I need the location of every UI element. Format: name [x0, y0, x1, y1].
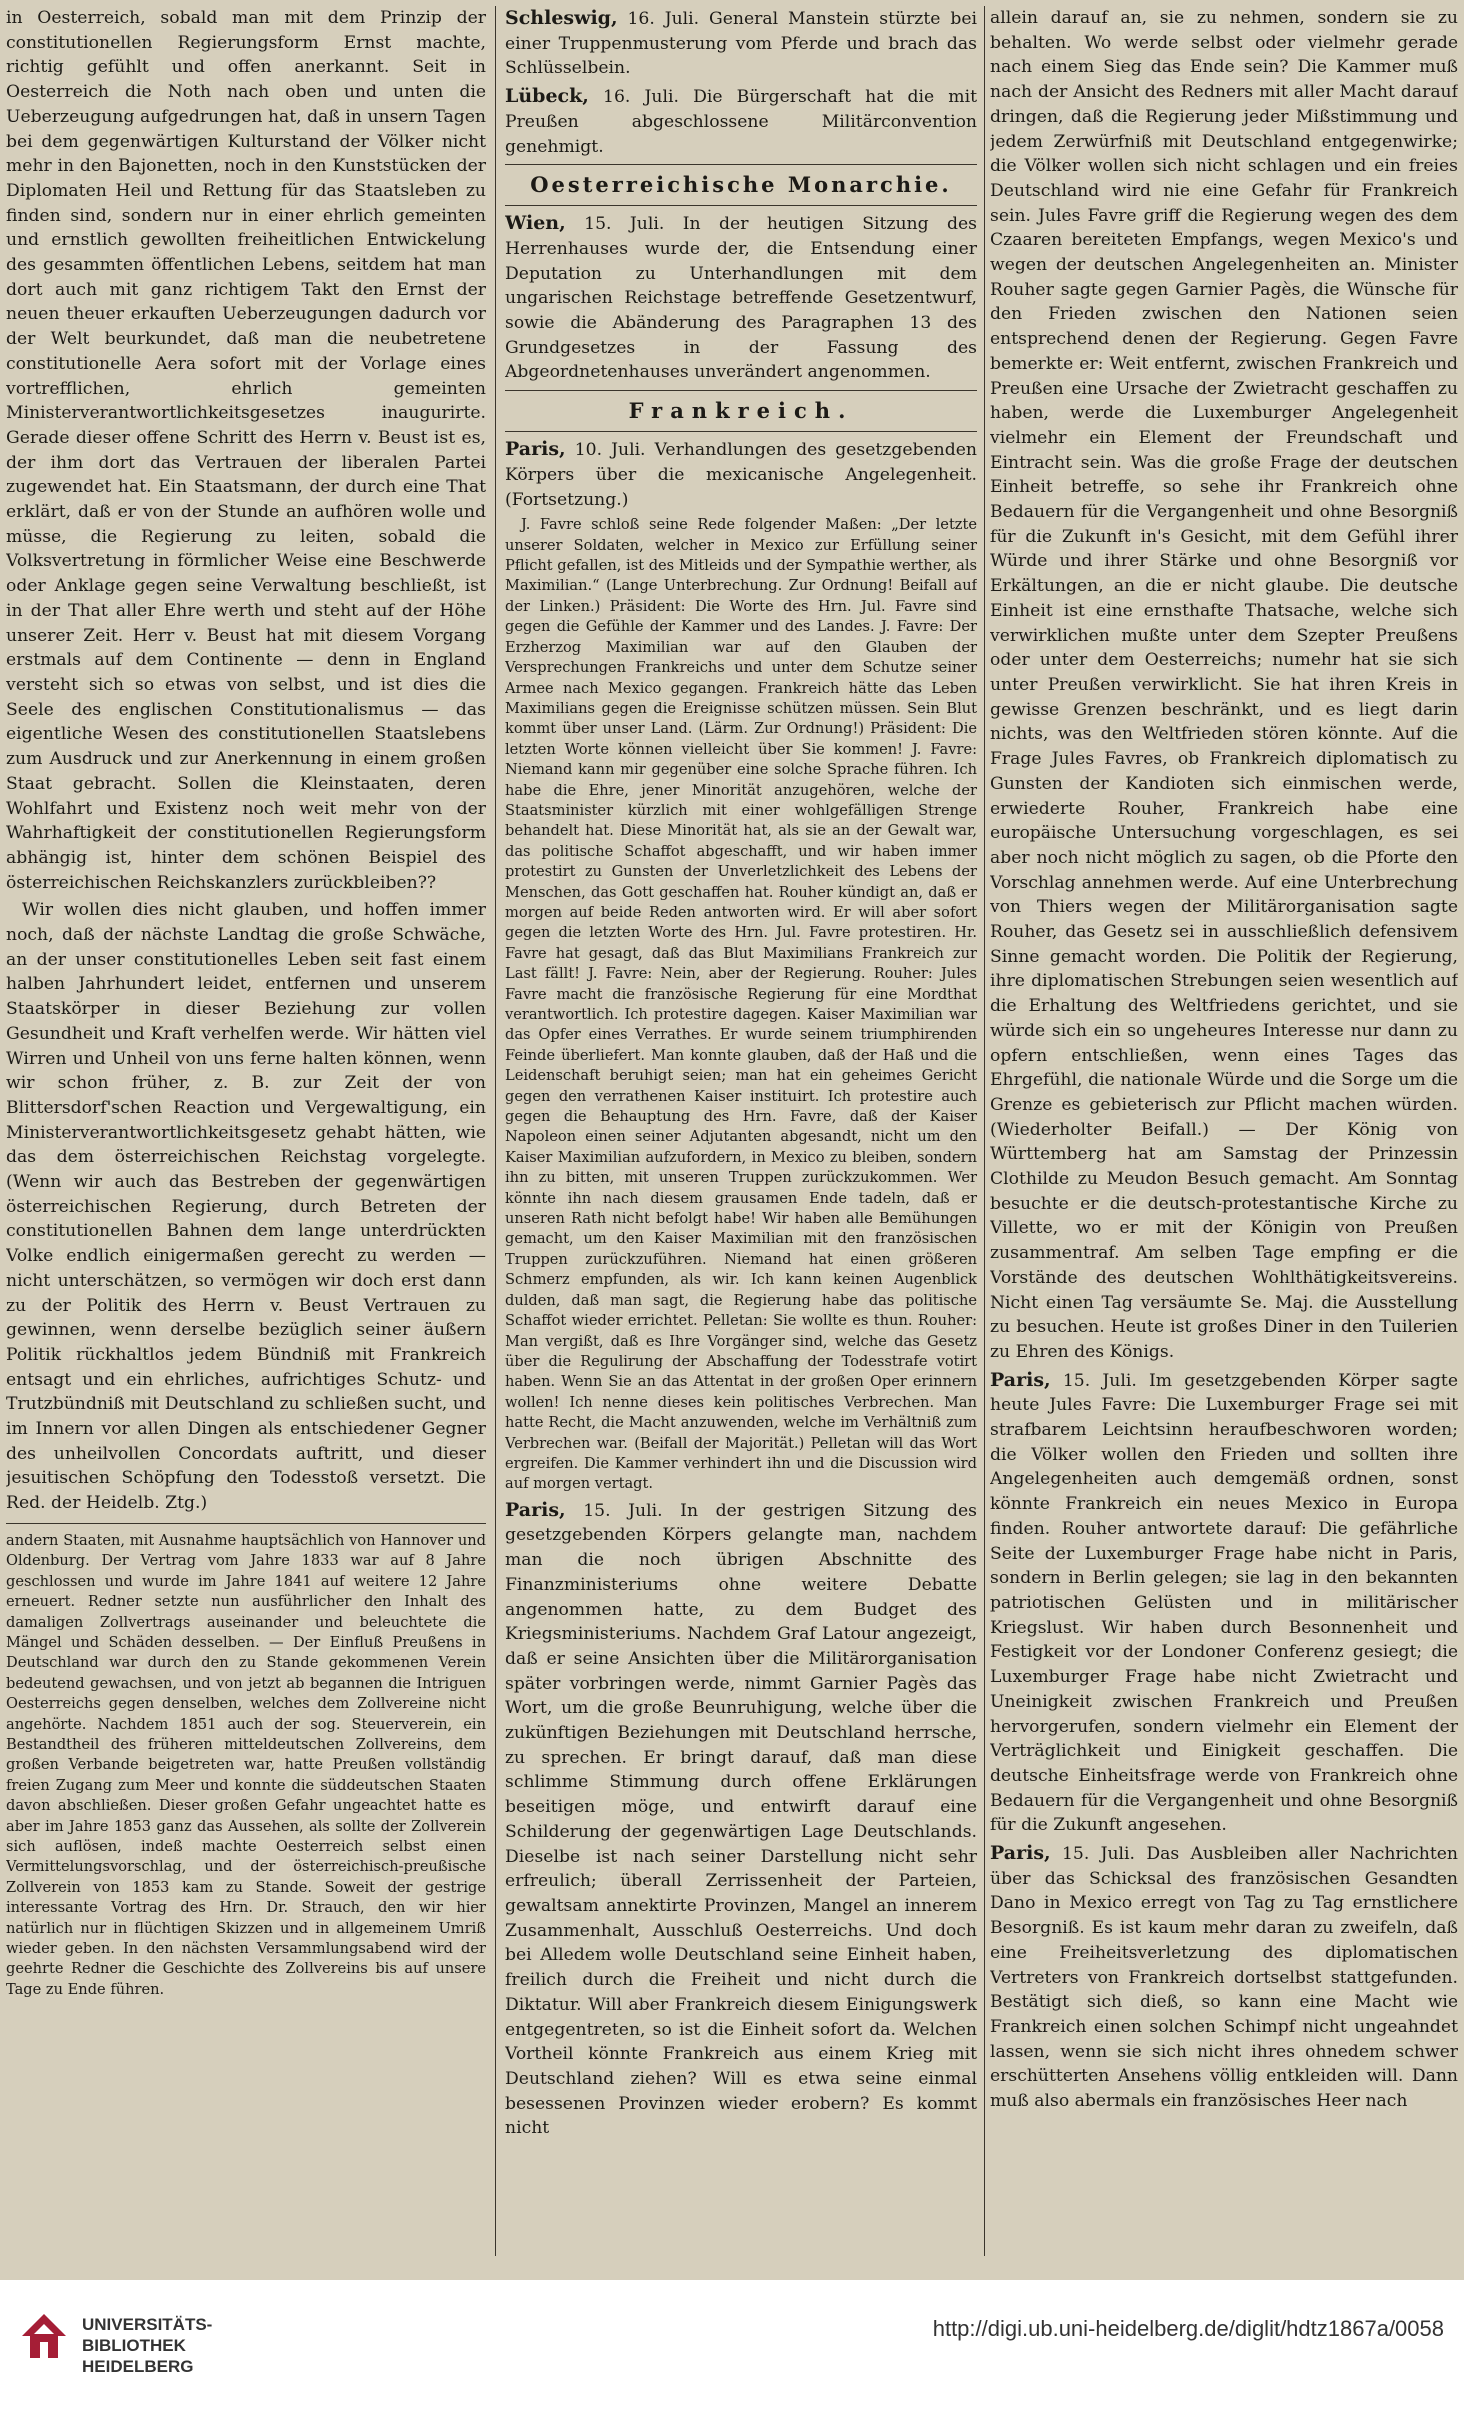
news-text: 15. Juli. Im gesetzgebenden Körper sagte heute Jules Favre: Die Luxemburger Frage sei mit strafbarem Leichtsinn heraufbeschworen worden; die Völker wollen den Frieden und sollten ihre Angelegenheiten auch demgemäß ordnen, sonst könnte Frankreich ein neues Mexico in Europa finden. Rouher antwortete darauf: Die gefährliche Seite der Luxemburger Frage habe nicht in Paris, sondern in Berlin gelegen; sie lag in den bekannten patriotischen Gelüsten und in militärischer Kriegslust. Wir haben durch Besonnenheit und Festigkeit vor der Londoner Conferenz gesiegt; die Luxemburger Frage habe nicht Zwietracht und Uneinigkeit zwischen Frankreich und Preußen hervorgerufen, sondern vielmehr ein Element der Verträglichkeit und Einigkeit geschaffen. Die deutsche Einheitsfrage werde von Frankreich ohne Bedauern für die Vergangenheit und ohne Besorgniß für die Zukunft angesehen. [990, 1370, 1458, 1836]
column-right [990, 6, 1458, 2262]
dateline-place: Lübeck, [505, 85, 589, 108]
column-left [6, 6, 486, 2262]
library-name [82, 2314, 212, 2377]
article-text: in Oesterreich, sobald man mit dem Prinzip der constitutionellen Regierungsform Ernst machte, richtig gefühlt und offen anerkannt. Seit in Oesterreich die Noth nach oben und unten die Ueberzeugung aufgedrungen hat, daß in unsern Tagen bei dem gegenwärtigen Kulturstand der Völker nicht mehr in den Bajonetten, noch in den Kunststücken der Diplomaten Heil und Rettung für das Staatsleben zu finden sind, sondern nur in einer ehrlich gemeinten und ernstlich gewollten freiheitlichen Entwickelung des gesammten öffentlichen Lebens, seitdem hat man dort auch mit ganz richtigem Takt den Ernst der neuen theuer erkauften Ueberzeugungen dadurch vor der Welt beurkundet, daß man die neubetretene constitutionelle Aera sofort mit der Vorlage eines vortrefflichen, ehrlich gemeinten Ministerverantwortlichkeitsgesetzes inaugurirte. Gerade dieser offene Schritt des Herrn v. Beust ist es, der ihm dort das Vertrauen der liberalen Partei zugewendet hat. Ein Staatsmann, der durch eine That erklärt, daß er von der Stunde an aufhören wolle und müsse, die Regierung zu leiten, sobald die Volksvertretung in förmlicher Weise eine Beschwerde oder Anklage gegen seine Verwaltung beschließt, ist in der That aller Ehre werth und steht auf der Höhe unserer Zeit. Herr v. Beust hat mit diesem Vorgang erstmals auf dem Continente — denn in England versteht sich so etwas von selbst, und ist dies die Seele des englischen Constitutionalismus — das eigentliche Wesen des constitutionellen Staatslebens zum Ausdruck und zur Anerkennung in einem großen Staat gebracht. Sollen die Kleinstaaten, deren Wohlfahrt und Existenz noch weit mehr von der Wahrhaftigkeit der constitutionellen Regierungsform abhängig ist, hinter dem schönen Beispiel des österreichischen Reichskanzlers zurückbleiben?? [6, 8, 486, 893]
news-item [990, 1368, 1458, 1838]
library-name-line: HEIDELBERG [82, 2357, 194, 2376]
news-text: 10. Juli. Verhandlungen des gesetzgebenden Körpers über die mexicanische Angelegenheit. (Fortsetzung.) [505, 440, 977, 510]
footer-bar [0, 2280, 1464, 2415]
divider [6, 1523, 486, 1524]
article-text: andern Staaten, mit Ausnahme hauptsächlich von Hannover und Oldenburg. Der Vertrag vom Jahre 1833 war auf 8 Jahre geschlossen und wurde im Jahre 1841 auf weitere 12 Jahre erneuert. Redner setzte nun ausführlicher den Inhalt des damaligen Zollvertrags auseinander und beleuchtete die Mängel und Schäden desselben. — Der Einfluß Preußens in Deutschland war durch den zu Stande gekommenen Verein bedeutend gewachsen, und von jetzt ab begannen die Intriguen Oesterreichs gegen denselben, welches dem Zollvereine nicht angehörte. Nachdem 1851 auch der sog. Steuerverein, ein Bestandtheil des früheren mitteldeutschen Zollvereins, dem großen Verbande beigetreten war, hatte Preußen vollständig freien Zugang zum Meer und konnte die süddeutschen Staaten davon abschließen. Dieser großen Gefahr ungeachtet hatte es aber im Jahre 1853 ganz das Aussehen, als sollte der Zollverein sich auflösen, indeß machte Oesterreich selbst einen Vermittelungsvorschlag, und der österreichisch-preußische Zollverein von 1853 kam zu Stande. Soweit der gestrige interessante Vortrag des Hrn. Dr. Strauch, den wir hier natürlich nur in flüchtigen Skizzen und in allgemeinem Umriß wieder geben. In den nächsten Versammlungsabend wird der geehrte Redner die Geschichte des Zollvereins bis auf unsere Tage zu Ende führen. [6, 1531, 486, 1998]
column-middle [505, 6, 977, 2262]
divider [505, 390, 977, 391]
dateline-place: Paris, [990, 1842, 1051, 1865]
news-text: 15. Juli. Das Ausbleiben aller Nachrichten über das Schicksal des französischen Gesandten Dano in Mexico erregt von Tag zu Tag ernstlichere Besorgniß. Es ist kaum mehr daran zu zweifeln, daß eine Freiheitsverletzung des diplomatischen Vertreters von Frankreich dortselbst stattgefunden. Bestätigt sich dieß, so kann eine Macht wie Frankreich einen solchen Schimpf nicht ungeahndet lassen, wenn sie sich nicht ihres ohnedem schwer erschütterten Ansehens völlig entkleiden will. Dann muß also abermals ein französisches Heer nach [990, 1844, 1458, 2112]
divider [505, 431, 977, 432]
library-name-line: UNIVERSITÄTS- [82, 2315, 213, 2334]
news-text: 15. Juli. In der heutigen Sitzung des Herrenhauses wurde der, die Entsendung einer Deputation zu Unterhandlungen mit dem ungarischen Reichstage betreffende Gesetzentwurf, sowie die Abänderung des Paragraphen 13 des Grundgesetzes in der Fassung des Abgeordnetenhauses unverändert angenommen. [505, 214, 977, 383]
dateline-place: Paris, [505, 1498, 566, 1521]
section-heading-france: Frankreich. [628, 398, 854, 424]
news-item [990, 1841, 1458, 2114]
library-name-line: BIBLIOTHEK [82, 2336, 186, 2355]
section-heading-austria: Oesterreichische Monarchie. [530, 172, 952, 198]
dateline-place: Paris, [505, 438, 566, 461]
column-rule [984, 6, 985, 2256]
article-text: allein darauf an, sie zu nehmen, sondern sie zu behalten. Wo werde selbst oder vielmehr gerade nach einem Sieg das Ende sein? Die Kammer muß nach der Ansicht des Redners mit aller Macht darauf dringen, daß die Regierung jeder Mißstimmung und jedem Zerwürfniß mit Deutschland entgegenwirke; die Völker wollen sich nicht schlagen und ein freies Deutschland wird nie eine Gefahr für Frankreich sein. Jules Favre griff die Regierung wegen des dem Czaaren bereiteten Empfangs, wegen Mexico's und wegen der deutschen Angelegenheiten an. Minister Rouher sagte gegen Garnier Pagès, die Wünsche für den Frieden zwischen den Nationen seien entsprechend denen der Regierung. Gegen Favre bemerkte er: Weit entfernt, zwischen Frankreich und Preußen eine Ursache der Zwietracht geschaffen zu haben, werde die Luxemburger Angelegenheit vielmehr ein Element der Freundschaft und Eintracht sein. Was die große Frage der deutschen Einheit betreffe, so sehe ihr Frankreich ohne Bedauern für die Vergangenheit und ohne Besorgniß für die Zukunft in's Gesicht, mit dem Gefühl ihrer Würde und ihrer Stärke und ohne Besorgniß vor Erkältungen, an die er nicht glaube. Die deutsche Einheit ist eine ernsthafte Thatsache, welche sich verwirklichen mußte unter dem Szepter Preußens oder unter dem Oesterreichs; numehr hat sie sich unter Preußen verwirklicht. Sie hat ihren Kreis in gewisse Grenzen beschränkt, und es liegt darin nichts, was den Weltfrieden stören könnte. Auf die Frage Jules Favres, ob Frankreich diplomatisch zu Gunsten der Kandioten sich einmischen werde, erwiederte Rouher, Frankreich habe eine europäische Untersuchung vorgeschlagen, es sei aber noch nicht möglich zu sagen, ob die Pforte den Vorschlag annehmen werde. Auf eine Unterbrechung von Thiers wegen der Militärorganisation sagte Rouher, das Gesetz sei in ausschließlich defensivem Sinne gemacht worden. Die Politik der Regierung, ihre diplomatischen Strebungen seien wesentlich auf die Erhaltung des Weltfriedens gerichtet, und sie würde sich ein so ungeheures Interesse nur dann zu opfern entschließen, wenn eines Tages das Ehrgefühl, die nationale Würde und die Sorge um die Grenze es gebieterisch zur Pflicht machen würden. (Wiederholter Beifall.) — Der König von Württemberg hat am Samstag der Prinzessin Clothilde zu Meudon Besuch gemacht. Am Sonntag besuchte er die deutsch-protestantische Kirche zu Villette, wo er mit der Königin von Preußen zusammentraf. Am selben Tage empfing er die Vorstände des deutschen Wohlthätigkeitsvereins. Nicht einen Tag versäumte Se. Maj. die Ausstellung zu besuchen. Heute ist großes Diner in den Tuilerien zu Ehren des Königs. [990, 8, 1458, 1362]
news-item [505, 6, 977, 81]
debate-transcript: J. Favre schloß seine Rede folgender Maßen: „Der letzte unserer Soldaten, welcher in Mexico zur Erfüllung seiner Pflicht gefallen, ist des Mitleids und der Sympathie werther, als Maximilian.“ (Lange Unterbrechung. Zur Ordnung! Beifall auf der Linken.) Präsident: Die Worte des Hrn. Jul. Favre sind gegen die Gefühle der Kammer und des Landes. J. Favre: Der Erzherzog Maximilian war auf den Glauben der Versprechungen Frankreichs und unter dem Schutze seiner Armee nach Mexico gegangen. Frankreich hätte das Leben Maximilians gegen die Ereignisse schützen müssen. Sein Blut kommt über unser Land. (Lärm. Zur Ordnung!) Präsident: Die letzten Worte können vielleicht über Sie kommen! J. Favre: Niemand kann mir gegenüber eine solche Sprache führen. Ich habe die Ehre, jener Minorität anzugehören, welche der Staatsminister kürzlich mit einer wohlgefälligen Strenge behandelt hat. Diese Minorität hat, als sie an der Gewalt war, das politische Schaffot abgeschafft, und wir haben immer protestirt zu Gunsten der Unverletzlichkeit des Lebens der Menschen, das Gott geschaffen hat. Rouher kündigt an, daß er morgen auf beide Reden antworten wird. Er will aber sofort gegen die letzten Worte des Hrn. Jul. Favre protestiren. Hr. Favre hat gesagt, daß das Blut Maximilians Frankreich zur Last fällt! J. Favre: Nein, aber der Regierung. Rouher: Jules Favre macht die französische Regierung für eine Mordthat verantwortlich. Ich protestire dagegen. Kaiser Maximilian war das Opfer eines Verrathes. Er wurde seinem triumphirenden Feinde überliefert. Man konnte glauben, daß der Haß und die Leidenschaft beruhigt seien; man hat ein geheimes Gericht gegen den verrathenen Kaiser instituirt. Ich protestire auch gegen die Behauptung des Hrn. Favre, daß der Kaiser Napoleon einen seiner Adjutanten abgesandt, nicht um den Kaiser Maximilian aufzufordern, in Mexico zu bleiben, sondern ihn zu bitten, mit unseren Truppen zurückzukommen. Wer könnte ihn nach diesem grausamen Ende tadeln, daß er unseren Rath nicht befolgt habe! Wir haben alle Bemühungen gemacht, um den Kaiser Maximilian mit den französischen Truppen zurückzuführen. Niemand hat einen größeren Schmerz empfunden, als wir. Ich kann keinen Augenblick dulden, daß man sagt, die Regierung habe das politische Schaffot wieder errichtet. Pelletan: Sie wollte es thun. Rouher: Man vergißt, daß es Ihre Vorgänger sind, welche das Gesetz über die Regulirung der Abschaffung der Todesstrafe votirt haben. Wenn Sie an das Attentat in der großen Oper erinnern wollen! Ich nenne dieses kein politisches Verbrechen. Man hatte Recht, die Macht anzuwenden, welche im Verhältniß zum Verbrechen war. (Beifall der Majorität.) Pelletan will das Wort ergreifen. Die Kammer verhindert ihn und die Discussion wird auf morgen vertagt. [505, 516, 977, 1493]
news-text: 15. Juli. In der gestrigen Sitzung des gesetzgebenden Körpers gelangte man, nachdem man die noch übrigen Abschnitte des Finanzministeriums ohne weitere Debatte angenommen hatte, zu dem Budget des Kriegsministeriums. Nachdem Graf Latour angezeigt, daß er seine Ansichten über die Militärorganisation später vorbringen werde, nimmt Garnier Pagès das Wort, um die große Beunruhigung, welche über die zukünftigen Beziehungen mit Deutschland herrsche, zu sprechen. Er bringt darauf, daß man diese schlimme Stimmung durch offene Erklärungen beseitigen möge, und entwirft darauf eine Schilderung der gegenwärtigen Lage Deutschlands. Dieselbe ist nach seiner Darstellung nicht sehr erfreulich; überall Zerrissenheit der Parteien, gewaltsam annektirte Provinzen, Mangel an innerem Zusammenhalt, Ausschluß Oesterreichs. Und doch bei Alledem wolle Deutschland seine Einheit haben, freilich durch die Freiheit und nicht durch die Diktatur. Will aber Frankreich diesem Einigungswerk entgegentreten, so ist die Einheit sofort da. Welchen Vortheil könnte Frankreich aus einem Krieg mit Deutschland ziehen? Will es etwa seine einmal besessenen Provinzen wieder erobern? Es kommt nicht [505, 1500, 977, 2139]
dateline-place: Wien, [505, 212, 566, 235]
divider [505, 205, 977, 206]
news-text: 16. Juli. Die Bürgerschaft hat die mit Preußen abgeschlossene Militärconvention genehmigt. [505, 87, 977, 157]
article-text: Wir wollen dies nicht glauben, und hoffen immer noch, daß der nächste Landtag die große Schwäche, an der unser constitutionelles Leben seit fast einem halben Jahrhundert leidet, entfernen und unserem Staatskörper in dieser Beziehung zur vollen Gesundheit und Kraft verhelfen werde. Wir hätten viel Wirren und Unheil von uns ferne halten können, wenn wir schon früher, z. B. zur Zeit der von Blittersdorf'schen Reaction und Vergewaltigung, ein Ministerverantwortlichkeitsgesetz gehabt hätten, wie das dem österreichischen Reichstag vorgelegte. (Wenn wir auch das Bestreben der gegenwärtigen österreichischen Regierung, durch Betreten der constitutionellen Bahnen dem lange unterdrückten Volke endlich einigermaßen gerecht zu werden — nicht unterschätzen, so vermögen wir doch erst dann zu der Politik des Herrn v. Beust Vertrauen zu gewinnen, wenn derselbe bezüglich seiner äußern Politik rückhaltlos jedem Bündniß mit Frankreich entsagt und ein ehrliches, aufrichtiges Schutz- und Trutzbündniß mit Deutschland zu schließen sucht, und im Innern vor allen Dingen als entschiedener Gegner des unheilvollen Concordats auftritt, und dieser jesuitischen Schöpfung den Todesstoß versetzt. Die Red. der Heidelb. Ztg.) [6, 900, 486, 1514]
source-url-link[interactable]: http://digi.ub.uni-heidelberg.de/diglit/hdtz1867a/0058 [932, 2316, 1444, 2341]
university-library-logo-icon [18, 2308, 70, 2364]
news-text: 16. Juli. General Manstein stürzte bei einer Truppenmusterung vom Pferde und brach das Schlüsselbein. [505, 9, 977, 79]
news-item [505, 437, 977, 512]
divider [505, 164, 977, 165]
dateline-place: Schleswig, [505, 7, 618, 29]
news-item [505, 84, 977, 159]
column-rule [495, 6, 496, 2256]
news-item [505, 1498, 977, 2141]
dateline-place: Paris, [990, 1368, 1051, 1391]
news-item [505, 211, 977, 385]
